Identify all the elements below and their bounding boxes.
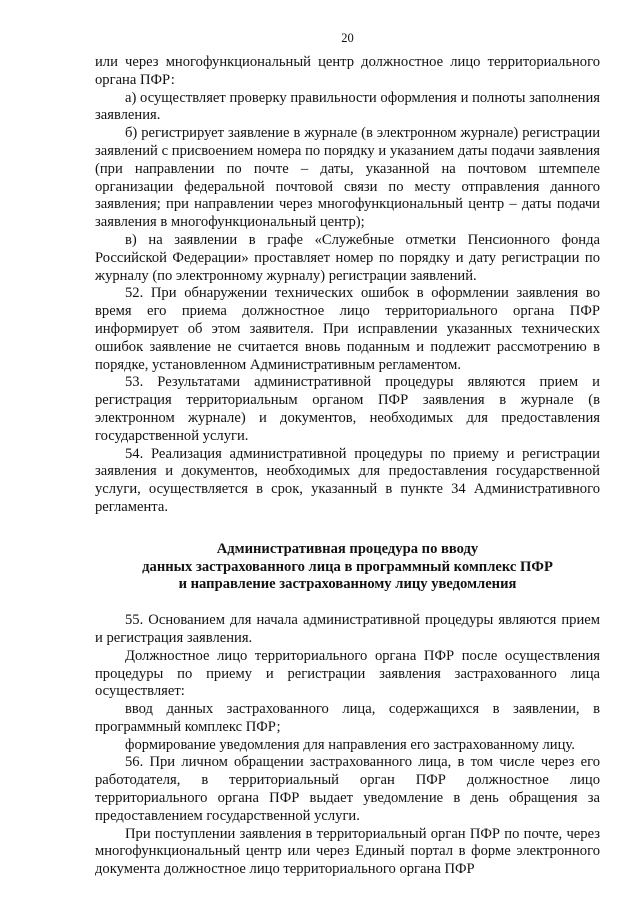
document-page (95, 30, 600, 879)
paragraph: в) на заявлении в графе «Служебные отметки Пенсионного фонда Российской Федерации» проставляет номер по порядку и дату регистрации по журналу (по электронному журналу) регистрации заявлений. (95, 231, 600, 284)
paragraphs-top (95, 54, 600, 517)
paragraph: б) регистрирует заявление в журнале (в электронном журнале) регистрации заявлений с присвоением номера по порядку и указанием даты подачи заявления (при направлении по почте – даты, указанной на почтовом штемпеле организации федеральной почтовой связи по месту отправления данного заявления; при направлении через многофункциональный центр – даты подачи заявления в многофункциональный центр); (95, 125, 600, 231)
paragraph: Должностное лицо территориального органа ПФР после осуществления процедуры по приему и регистрации заявления застрахованного лица осуществляет: (95, 647, 600, 700)
paragraph: формирование уведомления для направления его застрахованному лицу. (125, 736, 575, 753)
paragraphs-bottom (95, 612, 600, 879)
paragraph: а) осуществляет проверку правильности оформления и полноты заполнения заявления. (95, 89, 600, 124)
paragraph: ввод данных застрахованного лица, содержащихся в заявлении, в программный комплекс ПФР; (95, 701, 600, 735)
page-number: 20 (341, 31, 354, 45)
section-title (95, 541, 600, 594)
section-title-line: Административная процедура по вводу (216, 540, 479, 557)
section-title-line: и направление застрахованному лицу уведомления (178, 576, 517, 593)
section-title-line: данных застрахованного лица в программный комплекс ПФР (142, 558, 553, 575)
paragraph: 56. При личном обращении застрахованного лица, в том числе через его работодателя, в территориальный орган ПФР должностное лицо территориального органа ПФР выдает уведомление в день обращения за предоставлением государственной услуги. (95, 754, 600, 824)
paragraph: 53. Результатами административной процедуры являются прием и регистрация территориальным органом ПФР заявления в журнале (в электронном журнале) и документов, необходимых для предоставления государственной услуги. (95, 374, 600, 444)
paragraph: или через многофункциональный центр должностное лицо территориального органа ПФР: (95, 54, 600, 88)
paragraph: 52. При обнаружении технических ошибок в оформлении заявления во время его приема должностное лицо территориального органа ПФР информирует об этом заявителя. При исправлении указанных технических ошибок заявление не считается вновь поданным и подлежит рассмотрению в порядке, установленном Административным регламентом. (95, 285, 600, 373)
paragraph: При поступлении заявления в территориальный орган ПФР по почте, через многофункциональный центр или через Единый портал в форме электронного документа должностное лицо территориального органа ПФР (95, 825, 600, 878)
paragraph: 54. Реализация административной процедуры по приему и регистрации заявления и документов, необходимых для предоставления государственной услуги, осуществляется в срок, указанный в пункте 34 Административного регламента. (95, 445, 600, 515)
paragraph: 55. Основанием для начала административной процедуры являются прием и регистрация заявления. (95, 612, 600, 646)
